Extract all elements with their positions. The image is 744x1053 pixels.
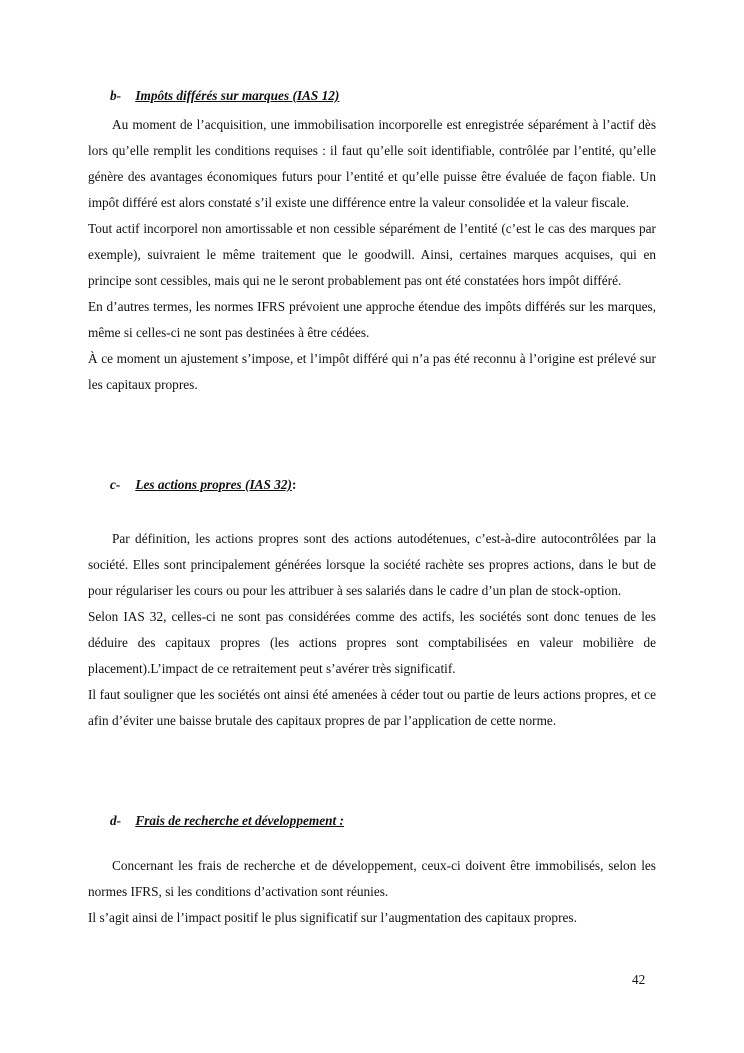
paragraph: Selon IAS 32, celles-ci ne sont pas considérées comme des actifs, les sociétés sont donc tenues de les déduire des capitaux propres (les actions propres sont comptabilisées en valeur mobilière de placement).L’impact de ce retraitement peut s’avérer très significatif. (88, 609, 656, 676)
section-title: Les actions propres (IAS 32) (135, 477, 292, 492)
section-body-c (88, 526, 656, 734)
section-title-trail: : (291, 477, 297, 492)
section-marker: c- (110, 477, 121, 492)
paragraph: En d’autres termes, les normes IFRS prévoient une approche étendue des impôts différés sur les marques, même si celles-ci ne sont pas destinées à être cédées. (88, 299, 656, 340)
paragraph: Tout actif incorporel non amortissable et non cessible séparément de l’entité (c’est le cas des marques par exemple), suivraient le même traitement que le goodwill. Ainsi, certaines marques acquises, qui en principe sont cessibles, mais qui ne le seront probablement pas ont été constatées hors impôt différé. (88, 221, 656, 288)
section-body-b (88, 112, 656, 398)
section-title: Impôts différés sur marques (IAS 12) (135, 88, 340, 103)
section-heading-c (110, 477, 296, 493)
section-heading-d (110, 813, 344, 829)
paragraph: Il s’agit ainsi de l’impact positif le plus significatif sur l’augmentation des capitaux propres. (88, 910, 577, 925)
section-heading-b (110, 88, 339, 104)
page-number: 42 (632, 972, 646, 987)
paragraph: Par définition, les actions propres sont des actions autodétenues, c’est-à-dire autocontrôlées par la société. Elles sont principalement générées lorsque la société rachète ses propres actions, dans le but de pour régulariser les cours ou pour les attribuer à ses salariés dans le cadre d’un plan de stock-option. (88, 531, 656, 598)
paragraph: Au moment de l’acquisition, une immobilisation incorporelle est enregistrée séparément à l’actif dès lors qu’elle remplit les conditions requises : il faut qu’elle soit identifiable, contrôlée par l’entité, qu’elle génère des avantages économiques futurs pour l’entité et qu’elle puisse être évaluée de façon fiable. Un impôt différé est alors constaté s’il existe une différence entre la valeur consolidée et la valeur fiscale. (88, 117, 656, 210)
section-marker: b- (110, 88, 122, 103)
paragraph: À ce moment un ajustement s’impose, et l’impôt différé qui n’a pas été reconnu à l’origine est prélevé sur les capitaux propres. (88, 351, 656, 392)
section-title: Frais de recherche et développement : (135, 813, 344, 828)
paragraph: Il faut souligner que les sociétés ont ainsi été amenées à céder tout ou partie de leurs actions propres, et ce afin d’éviter une baisse brutale des capitaux propres de par l’application de cette norme. (88, 687, 656, 728)
paragraph: Concernant les frais de recherche et de développement, ceux-ci doivent être immobilisés, selon les normes IFRS, si les conditions d’activation sont réunies. (88, 858, 656, 899)
section-body-d (88, 853, 656, 931)
section-marker: d- (110, 813, 122, 828)
